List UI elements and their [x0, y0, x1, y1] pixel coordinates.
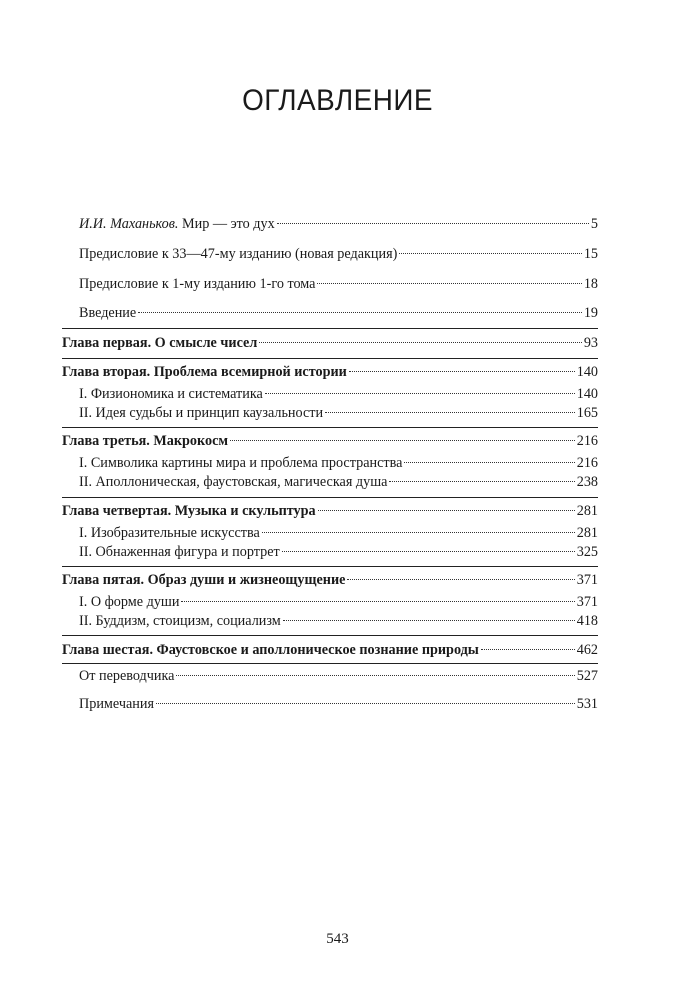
page-title: ОГЛАВЛЕНИЕ [242, 84, 433, 117]
toc-chapter-2 [62, 363, 598, 381]
toc-subsection-5-1 [79, 593, 598, 611]
dot-leader [138, 312, 582, 313]
section-divider [62, 358, 598, 359]
toc-entry-page: 462 [576, 642, 598, 658]
toc-entry-page: 15 [583, 246, 598, 262]
dot-leader [265, 393, 575, 394]
toc-entry-title: Предисловие к 1-му изданию 1-го тома [79, 276, 316, 292]
page-number: 543 [326, 931, 349, 947]
toc-subsection-3-1 [79, 454, 598, 472]
toc-chapter-1 [62, 334, 598, 352]
toc-chapter-5 [62, 571, 598, 589]
dot-leader [317, 283, 581, 284]
toc-entry-page: 5 [590, 216, 598, 232]
dot-leader [230, 440, 575, 441]
toc-subsection-4-2 [79, 543, 598, 561]
section-divider [62, 566, 598, 567]
toc-entry-title: Глава пятая. Образ души и жизнеощущение [62, 572, 346, 588]
toc-entry-translator [79, 667, 598, 685]
toc-entry-title: Глава четвертая. Музыка и скульптура [62, 503, 316, 519]
dot-leader [283, 620, 575, 621]
toc-entry-title: Глава вторая. Проблема всемирной истории [62, 364, 347, 380]
toc-entry-title: От переводчика [79, 668, 175, 684]
section-divider [62, 663, 598, 664]
toc-entry-title: II. Буддизм, стоицизм, социализм [79, 613, 281, 629]
dot-leader [404, 462, 574, 463]
toc-entry-page: 18 [583, 276, 598, 292]
toc-entry-preface-first [79, 275, 598, 293]
toc-entry-page: 19 [583, 305, 598, 321]
toc-chapter-4 [62, 502, 598, 520]
dot-leader [259, 342, 582, 343]
toc-entry-foreword-author [79, 215, 598, 233]
dot-leader [325, 412, 575, 413]
toc-entry-title: Примечания [79, 696, 154, 712]
dot-leader [399, 253, 581, 254]
toc-subsection-3-2 [79, 473, 598, 491]
dot-leader [347, 579, 574, 580]
toc-subsection-4-1 [79, 524, 598, 542]
toc-entry-page: 140 [576, 364, 598, 380]
toc-entry-title: Мир — это дух [178, 216, 275, 232]
dot-leader [282, 551, 575, 552]
toc-entry-author: И.И. Маханьков. [79, 216, 179, 232]
dot-leader [318, 510, 575, 511]
toc-entry-title: II. Аполлоническая, фаустовская, магическая душа [79, 474, 388, 490]
dot-leader [349, 371, 575, 372]
toc-entry-title: II. Идея судьбы и принцип каузальности [79, 405, 324, 421]
toc-entry-page: 531 [576, 696, 598, 712]
toc-chapter-6 [62, 641, 598, 659]
toc-entry-page: 527 [576, 668, 598, 684]
dot-leader [176, 675, 574, 676]
dot-leader [277, 223, 589, 224]
toc-entry-page: 418 [576, 613, 598, 629]
toc-subsection-2-2 [79, 404, 598, 422]
toc-entry-page: 238 [576, 474, 598, 490]
toc-entry-page: 216 [576, 433, 598, 449]
toc-entry-title: Предисловие к 33—47-му изданию (новая редакция) [79, 246, 398, 262]
toc-chapter-3 [62, 432, 598, 450]
toc-entry-title: II. Обнаженная фигура и портрет [79, 544, 280, 560]
toc-subsection-2-1 [79, 385, 598, 403]
dot-leader [262, 532, 575, 533]
section-divider [62, 497, 598, 498]
toc-entry-notes [79, 695, 598, 713]
toc-entry-preface-new [79, 245, 598, 263]
toc-subsection-5-2 [79, 612, 598, 630]
toc-entry-page: 371 [576, 594, 598, 610]
toc-entry-title: I. Физиономика и систематика [79, 386, 263, 402]
toc-entry-page: 93 [583, 335, 598, 351]
toc-entry-page: 281 [576, 525, 598, 541]
dot-leader [181, 601, 574, 602]
toc-entry-page: 281 [576, 503, 598, 519]
dot-leader [389, 481, 574, 482]
toc-entry-title: I. Изобразительные искусства [79, 525, 260, 541]
section-divider [62, 328, 598, 329]
section-divider [62, 427, 598, 428]
toc-entry-introduction [79, 304, 598, 322]
toc-entry-page: 325 [576, 544, 598, 560]
toc-entry-title: Глава третья. Макрокосм [62, 433, 229, 449]
dot-leader [156, 703, 575, 704]
toc-entry-title: Глава первая. О смысле чисел [62, 335, 258, 351]
toc-entry-page: 165 [576, 405, 598, 421]
dot-leader [481, 649, 575, 650]
section-divider [62, 635, 598, 636]
toc-entry-title: I. О форме души [79, 594, 180, 610]
toc-entry-title: Глава шестая. Фаустовское и аполлоническое познание природы [62, 642, 479, 658]
toc-entry-title: Введение [79, 305, 137, 321]
toc-entry-page: 371 [576, 572, 598, 588]
toc-entry-title: I. Символика картины мира и проблема пространства [79, 455, 403, 471]
toc-entry-page: 216 [576, 455, 598, 471]
toc-entry-page: 140 [576, 386, 598, 402]
